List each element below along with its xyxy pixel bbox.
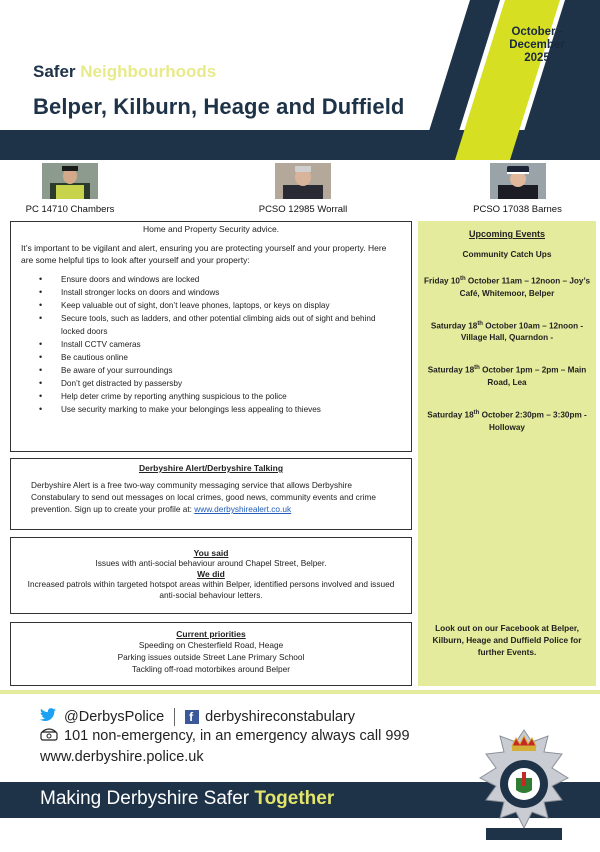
header [0, 0, 600, 160]
event-item: Saturday 18th October 10am – 12noon - Village Hall, Quarndon - [430, 320, 584, 343]
list-item: • Be aware of your surroundings [51, 364, 401, 377]
officer-name: PCSO 12985 Worrall [258, 204, 348, 215]
security-intro: It’s important to be vigilant and alert, ensuring you are protecting yourself and your property. Here are some helpful tips to look after yourself and your property: [21, 243, 387, 265]
officer-3 [465, 163, 570, 215]
you-said-text: Issues with anti-social behaviour around Chapel Street, Belper. [95, 558, 327, 568]
officer-photo [42, 163, 98, 199]
list-item: • Ensure doors and windows are locked [51, 273, 401, 286]
officer-1 [20, 163, 120, 215]
we-did-heading: We did [197, 569, 225, 579]
priorities-box [10, 622, 412, 686]
alert-text [21, 479, 401, 515]
page-title: Belper, Kilburn, Heage and Duffield [33, 94, 405, 119]
security-tips-list [21, 273, 401, 416]
police-crest-icon [478, 728, 570, 850]
slogan-part2: Together [254, 788, 335, 809]
alert-signup-link[interactable]: www.derbyshirealert.co.uk [194, 504, 292, 514]
priorities-heading: Current priorities [176, 629, 246, 639]
security-advice-box [10, 221, 412, 452]
priority-item: Speeding on Chesterfield Road, Heage [138, 640, 284, 650]
alert-description: Derbyshire Alert is a free two-way community messaging service that allows Derbyshire Constabulary to send out messages on local crimes, good news, community events and crime prevention. Sign up to create your profile at: [31, 480, 376, 514]
slogan-part1: Making Derbyshire Safer [40, 788, 250, 809]
list-item: • Secure tools, such as ladders, and other potential climbing aids out of sight and behind locked doors [51, 312, 401, 338]
social-links [40, 708, 355, 726]
footer-divider [0, 690, 600, 694]
list-item: • Use security marking to make your belongings less appealing to thieves [51, 403, 401, 416]
title-part1: Safer [33, 62, 76, 81]
event-item: Friday 10th October 11am – 12noon – Joy’s Café, Whitemoor, Belper [424, 276, 591, 298]
officer-photo [490, 163, 546, 199]
divider [174, 708, 175, 726]
date-range: October - December 2025 [509, 26, 565, 64]
facebook-note: Look out on our Facebook at Belper, Kilburn, Heage and Duffield Police for further Events. [432, 623, 582, 657]
list-item: • Don’t get distracted by passersby [51, 377, 401, 390]
alert-heading: Derbyshire Alert/Derbyshire Talking [138, 463, 284, 473]
officer-photo [275, 163, 331, 199]
events-heading: Upcoming Events [468, 229, 545, 239]
website-link[interactable]: www.derbyshire.police.uk [40, 749, 204, 765]
list-item: • Help deter crime by reporting anything suspicious to the police [51, 390, 401, 403]
we-did-text: Increased patrols within targeted hotspot areas within Belper, identified persons involved and issued anti-social behaviour letters. [27, 579, 395, 600]
phone-contact [40, 727, 410, 745]
phone-icon [40, 727, 60, 745]
event-item: Saturday 18th October 2:30pm – 3:30pm - Holloway [427, 410, 587, 432]
phone-text: 101 non-emergency, in an emergency always call 999 [64, 728, 410, 744]
footer [0, 688, 600, 852]
list-item: • Keep valuable out of sight, don’t leave phones, laptops, or keys on display [51, 299, 401, 312]
list-item: • Install stronger locks on doors and windows [51, 286, 401, 299]
officer-name: PCSO 17038 Barnes [473, 204, 562, 215]
you-said-we-did-box [10, 537, 412, 614]
priority-item: Parking issues outside Street Lane Primary School [117, 652, 305, 662]
twitter-handle[interactable]: @DerbysPolice [64, 709, 165, 725]
facebook-handle[interactable]: derbyshireconstabulary [205, 709, 356, 725]
events-subheading: Community Catch Ups [462, 249, 552, 259]
list-item: • Be cautious online [51, 351, 401, 364]
twitter-icon [40, 708, 58, 726]
title-part2: Neighbourhoods [80, 62, 217, 81]
upcoming-events-panel [418, 221, 596, 686]
derbyshire-alert-box [10, 458, 412, 530]
slogan [40, 788, 334, 810]
security-title: Home and Property Security advice. [142, 224, 280, 234]
priority-item: Tackling off-road motorbikes around Belper [131, 664, 291, 674]
event-item: Saturday 18th October 1pm – 2pm – Main Road, Lea [427, 365, 587, 388]
officer-name: PC 14710 Chambers [25, 204, 115, 215]
facebook-icon: f [185, 710, 199, 724]
title-safer-neighbourhoods [33, 62, 216, 82]
list-item: • Install CCTV cameras [51, 338, 401, 351]
you-said-heading: You said [193, 548, 229, 558]
officer-2 [248, 163, 358, 215]
